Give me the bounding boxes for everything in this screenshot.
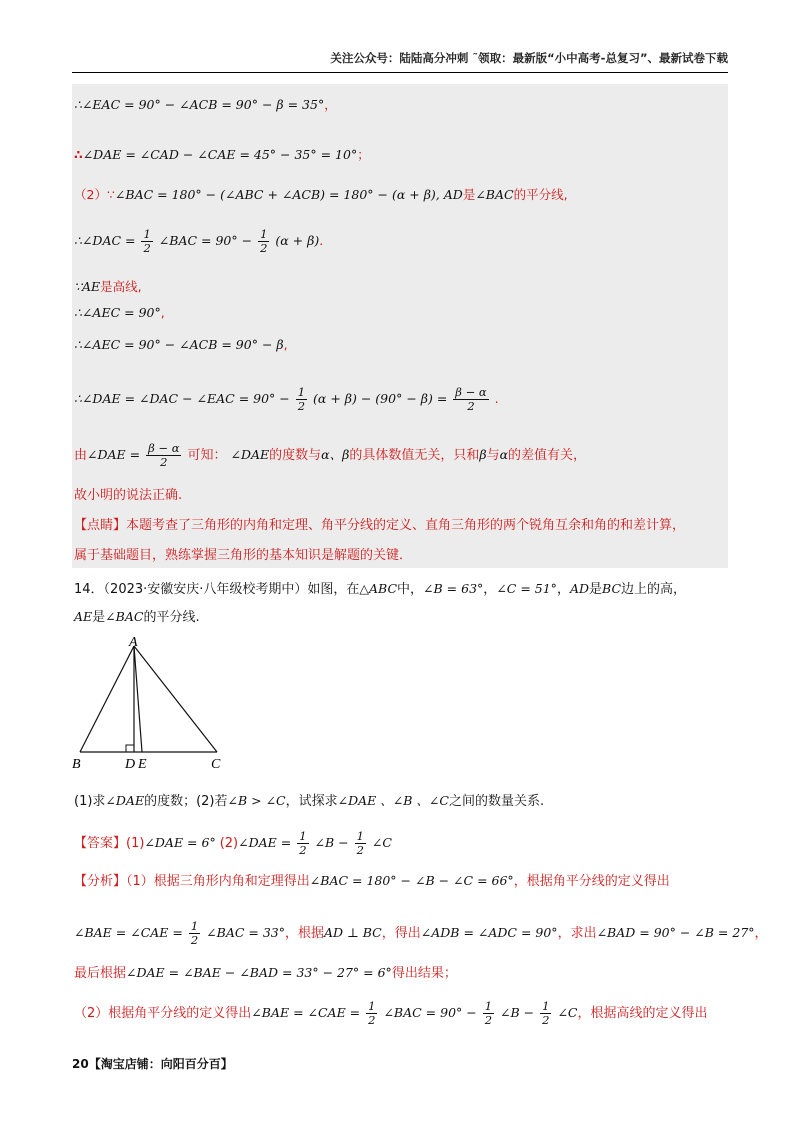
sol-line-10: 故小明的说法正确. xyxy=(74,488,183,503)
analysis-line-2: ∠BAE = ∠CAE = $\frac{1}{2}$ ∠BAC = 33°，根据AD ⊥ BC，得出∠ADB = ∠ADC = 90°，求出∠BAD = 90° − ∠B = 27°， xyxy=(74,919,768,947)
comment-line-2: 属于基础题目，熟练掌握三角形的基本知识是解题的关键． xyxy=(74,548,413,563)
sol-line-7: ∴∠AEC = 90° − ∠ACB = 90° − β, xyxy=(74,337,288,352)
sol-line-5: ∵AE是高线, xyxy=(74,279,142,294)
page-header: 关注公众号：陆陆高分冲刺 ˜领取：最新版“小中高考-总复习”、最新试卷下载 xyxy=(72,50,728,73)
sol-line-3: （2）∵∠BAC = 180° − (∠ABC + ∠ACB) = 180° − (α + β), AD是∠BAC的平分线, xyxy=(74,187,568,202)
triangle-figure xyxy=(70,632,240,772)
comment-line-1: 【点睛】本题考查了三角形的内角和定理、角平分线的定义、直角三角形的两个锐角互余和角的和差计算， xyxy=(74,518,686,533)
analysis-line-1: 【分析】（1）根据三角形内角和定理得出∠BAC = 180° − ∠B − ∠C = 66°，根据角平分线的定义得出 xyxy=(74,873,670,889)
analysis-line-4: （2）根据角平分线的定义得出∠BAE = ∠CAE = $\frac{1}{2}$ ∠BAC = 90° − $\frac{1}{2}$ ∠B − $\frac{1}{2}$ ∠C，根据高线的定义得出 xyxy=(74,999,708,1027)
side-ac xyxy=(134,646,217,752)
label-e: E xyxy=(138,757,147,772)
sol-line-4: ∴∠DAC = $\frac{1}{2}$ ∠BAC = 90° − $\frac{1}{2}$ (α + β). xyxy=(74,227,324,255)
right-angle-mark xyxy=(126,745,134,752)
question-14-line-1: 14．（2023·安徽安庆·八年级校考期中）如图，在△ABC中，∠B = 63°，∠C = 51°，AD是BC边上的高， xyxy=(74,581,687,597)
sol-line-9: 由∠DAE = $\frac{\beta - \alpha}{2}$ 可知： ∠DAE的度数与α、β的具体数值无关，只和β与α的差值有关， xyxy=(74,441,587,469)
sol-line-8: ∴∠DAE = ∠DAC − ∠EAC = 90° − $\frac{1}{2}$ (α + β) − (90° − β) = $\frac{\beta - \alpha}{2}$ . xyxy=(74,385,499,413)
label-b: B xyxy=(72,757,81,772)
label-c: C xyxy=(211,757,221,772)
answer-line: 【答案】(1)∠DAE = 6° (2)∠DAE = $\frac{1}{2}$ ∠B − $\frac{1}{2}$ ∠C xyxy=(74,829,392,857)
question-14-asks: (1)求∠DAE的度数；(2)若∠B > ∠C，试探求∠DAE 、∠B 、∠C之间的数量关系. xyxy=(74,793,545,809)
sol-line-2: ∴∠DAE = ∠CAD − ∠CAE = 45° − 35° = 10°； xyxy=(74,147,370,162)
label-a: A xyxy=(129,635,138,650)
label-d: D xyxy=(125,757,136,772)
sol-line-1: ∴∠EAC = 90° − ∠ACB = 90° − β = 35°， xyxy=(74,97,337,112)
question-14-line-2: AE是∠BAC的平分线. xyxy=(74,609,200,625)
page-footer: 20【淘宝店铺：向阳百分百】 xyxy=(72,1057,233,1071)
analysis-line-3: 最后根据∠DAE = ∠BAE − ∠BAD = 33° − 27° = 6°得出结果； xyxy=(74,965,457,981)
bisector-ae xyxy=(134,646,142,752)
sol-line-6: ∴∠AEC = 90°, xyxy=(74,305,165,320)
side-ab xyxy=(80,646,134,752)
